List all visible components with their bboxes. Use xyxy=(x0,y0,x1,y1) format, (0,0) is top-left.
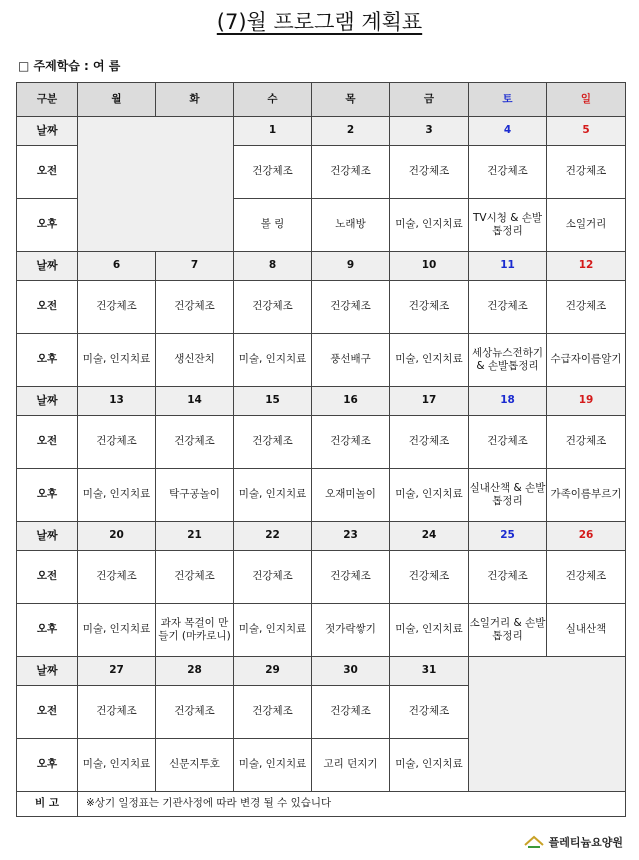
logo-icon xyxy=(523,835,545,849)
activity-cell: 건강체조 xyxy=(312,146,390,199)
date-cell: 30 xyxy=(312,657,390,686)
date-cell: 22 xyxy=(234,522,312,551)
activity-cell: 건강체조 xyxy=(390,281,469,334)
pm-row xyxy=(17,469,626,522)
activity-cell: 수급자이름알기 xyxy=(547,334,626,387)
date-cell: 8 xyxy=(234,252,312,281)
date-label: 날짜 xyxy=(17,387,78,416)
date-cell: 13 xyxy=(78,387,156,416)
activity-cell: 건강체조 xyxy=(234,281,312,334)
activity-cell: 건강체조 xyxy=(312,551,390,604)
activity-cell: 미술, 인지치료 xyxy=(234,739,312,792)
am-label: 오전 xyxy=(17,281,78,334)
date-cell: 10 xyxy=(390,252,469,281)
note-row xyxy=(17,792,626,817)
activity-cell: TV시청 & 손발톱정리 xyxy=(469,199,547,252)
date-cell: 14 xyxy=(156,387,234,416)
date-cell: 18 xyxy=(469,387,547,416)
am-label: 오전 xyxy=(17,416,78,469)
sun-image xyxy=(78,117,234,252)
activity-cell: 고리 던지기 xyxy=(312,739,390,792)
activity-cell: 소일거리 & 손발톱정리 xyxy=(469,604,547,657)
activity-cell: 건강체조 xyxy=(312,281,390,334)
date-cell: 31 xyxy=(390,657,469,686)
date-cell: 7 xyxy=(156,252,234,281)
activity-cell: 오재미놀이 xyxy=(312,469,390,522)
date-cell: 4 xyxy=(469,117,547,146)
date-cell: 25 xyxy=(469,522,547,551)
activity-cell: 건강체조 xyxy=(78,416,156,469)
activity-cell: 건강체조 xyxy=(469,416,547,469)
am-label: 오전 xyxy=(17,146,78,199)
date-label: 날짜 xyxy=(17,252,78,281)
date-label: 날짜 xyxy=(17,522,78,551)
date-cell: 27 xyxy=(78,657,156,686)
activity-cell: 건강체조 xyxy=(156,281,234,334)
pm-label: 오후 xyxy=(17,199,78,252)
activity-cell: 미술, 인지치료 xyxy=(390,199,469,252)
activity-cell: 풍선배구 xyxy=(312,334,390,387)
activity-cell: 미술, 인지치료 xyxy=(390,739,469,792)
pm-label: 오후 xyxy=(17,469,78,522)
activity-cell: 건강체조 xyxy=(469,551,547,604)
activity-cell: 건강체조 xyxy=(390,416,469,469)
date-row xyxy=(17,252,626,281)
activity-cell: 실내산책 xyxy=(547,604,626,657)
header-row xyxy=(17,83,626,117)
note-label: 비 고 xyxy=(17,792,78,817)
header-fri: 금 xyxy=(390,83,469,117)
note-text: ※상기 일정표는 기관사정에 따라 변경 될 수 있습니다 xyxy=(78,792,626,817)
date-label: 날짜 xyxy=(17,117,78,146)
date-cell: 28 xyxy=(156,657,234,686)
facility-logo xyxy=(523,834,623,850)
activity-cell: 미술, 인지치료 xyxy=(390,334,469,387)
page-title: (7)월 프로그램 계획표 xyxy=(216,10,423,34)
date-cell: 21 xyxy=(156,522,234,551)
activity-cell: 젓가락쌓기 xyxy=(312,604,390,657)
activity-cell: 탁구공놀이 xyxy=(156,469,234,522)
date-cell: 1 xyxy=(234,117,312,146)
activity-cell: 건강체조 xyxy=(547,146,626,199)
activity-cell: 건강체조 xyxy=(234,551,312,604)
am-row xyxy=(17,416,626,469)
date-cell: 17 xyxy=(390,387,469,416)
activity-cell: 건강체조 xyxy=(234,146,312,199)
date-cell: 12 xyxy=(547,252,626,281)
activity-cell: 건강체조 xyxy=(547,416,626,469)
activity-cell: 미술, 인지치료 xyxy=(390,469,469,522)
date-label: 날짜 xyxy=(17,657,78,686)
activity-cell: 신문지투호 xyxy=(156,739,234,792)
header-tue: 화 xyxy=(156,83,234,117)
header-mon: 월 xyxy=(78,83,156,117)
date-row xyxy=(17,522,626,551)
date-cell: 24 xyxy=(390,522,469,551)
activity-cell: 미술, 인지치료 xyxy=(78,469,156,522)
topic-heading: □ 주제학습 : 여 름 xyxy=(18,59,121,73)
pm-label: 오후 xyxy=(17,604,78,657)
activity-cell: 건강체조 xyxy=(156,416,234,469)
activity-cell: 건강체조 xyxy=(547,281,626,334)
activity-cell: 미술, 인지치료 xyxy=(78,334,156,387)
logo-text: 플레티늄요양원 xyxy=(548,836,623,849)
activity-cell: 건강체조 xyxy=(312,416,390,469)
activity-cell: 미술, 인지치료 xyxy=(234,604,312,657)
date-cell: 23 xyxy=(312,522,390,551)
pm-label: 오후 xyxy=(17,334,78,387)
activity-cell: 건강체조 xyxy=(156,551,234,604)
beach-image xyxy=(469,657,626,792)
activity-cell: 소일거리 xyxy=(547,199,626,252)
activity-cell: 건강체조 xyxy=(390,686,469,739)
activity-cell: 건강체조 xyxy=(234,416,312,469)
activity-cell: 건강체조 xyxy=(469,281,547,334)
pm-row xyxy=(17,604,626,657)
activity-cell: 실내산책 & 손발톱정리 xyxy=(469,469,547,522)
date-row xyxy=(17,117,626,146)
activity-cell: 미술, 인지치료 xyxy=(78,604,156,657)
activity-cell: 건강체조 xyxy=(390,146,469,199)
am-row xyxy=(17,281,626,334)
activity-cell: 노래방 xyxy=(312,199,390,252)
header-sat: 토 xyxy=(469,83,547,117)
activity-cell: 세상뉴스전하기 & 손발톱정리 xyxy=(469,334,547,387)
date-cell: 6 xyxy=(78,252,156,281)
pm-row xyxy=(17,334,626,387)
header-thu: 목 xyxy=(312,83,390,117)
pm-label: 오후 xyxy=(17,739,78,792)
date-cell: 11 xyxy=(469,252,547,281)
activity-cell: 건강체조 xyxy=(469,146,547,199)
activity-cell: 건강체조 xyxy=(78,281,156,334)
activity-cell: 건강체조 xyxy=(156,686,234,739)
date-row xyxy=(17,387,626,416)
date-cell: 16 xyxy=(312,387,390,416)
activity-cell: 가족이름부르기 xyxy=(547,469,626,522)
date-cell: 2 xyxy=(312,117,390,146)
activity-cell: 볼 링 xyxy=(234,199,312,252)
activity-cell: 미술, 인지치료 xyxy=(234,469,312,522)
am-label: 오전 xyxy=(17,551,78,604)
activity-cell: 건강체조 xyxy=(234,686,312,739)
activity-cell: 건강체조 xyxy=(390,551,469,604)
activity-cell: 미술, 인지치료 xyxy=(234,334,312,387)
date-cell: 19 xyxy=(547,387,626,416)
activity-cell: 미술, 인지치료 xyxy=(78,739,156,792)
date-cell: 3 xyxy=(390,117,469,146)
schedule-table xyxy=(16,82,626,817)
date-cell: 9 xyxy=(312,252,390,281)
date-cell: 15 xyxy=(234,387,312,416)
activity-cell: 생신잔치 xyxy=(156,334,234,387)
header-category: 구분 xyxy=(17,83,78,117)
date-cell: 26 xyxy=(547,522,626,551)
activity-cell: 과자 목걸이 만들기 (마카로니) xyxy=(156,604,234,657)
activity-cell: 건강체조 xyxy=(312,686,390,739)
header-wed: 수 xyxy=(234,83,312,117)
date-row xyxy=(17,657,626,686)
am-row xyxy=(17,551,626,604)
activity-cell: 건강체조 xyxy=(78,686,156,739)
am-label: 오전 xyxy=(17,686,78,739)
activity-cell: 건강체조 xyxy=(547,551,626,604)
date-cell: 20 xyxy=(78,522,156,551)
activity-cell: 건강체조 xyxy=(78,551,156,604)
date-cell: 5 xyxy=(547,117,626,146)
header-sun: 일 xyxy=(547,83,626,117)
activity-cell: 미술, 인지치료 xyxy=(390,604,469,657)
date-cell: 29 xyxy=(234,657,312,686)
